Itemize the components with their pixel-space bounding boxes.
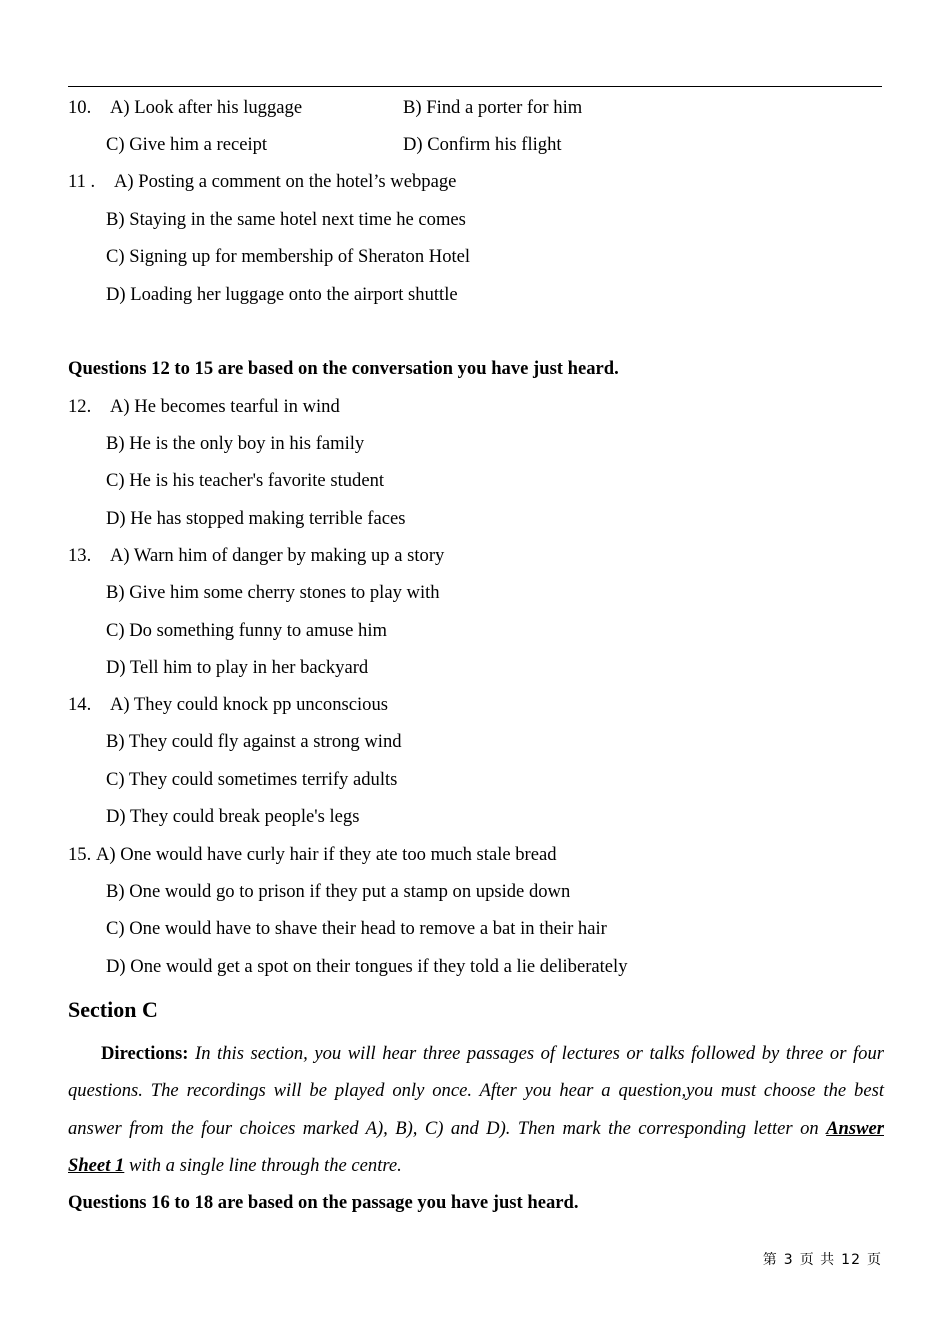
footer-total-pages: 12	[841, 1252, 861, 1268]
q10-option-c: C) Give him a receipt	[106, 134, 268, 155]
q15-option-a: A) One would have curly hair if they ate too much stale bread	[96, 844, 557, 865]
q15-option-b: B) One would go to prison if they put a stamp on upside down	[106, 881, 571, 902]
directions-line-1	[68, 1043, 884, 1065]
q14-number: 14.	[68, 694, 92, 715]
answer-sheet-link-part2: Sheet 1	[68, 1155, 125, 1176]
q14-option-b: B) They could fly against a strong wind	[106, 731, 402, 752]
directions-line-2: questions. The recordings will be played only once. After you hear a question,you must choose the best	[68, 1080, 884, 1101]
q13-option-a: A) Warn him of danger by making up a story	[110, 545, 445, 566]
q11-option-d: D) Loading her luggage onto the airport shuttle	[106, 284, 458, 305]
footer-prefix: 第	[762, 1252, 778, 1268]
q10-option-b: B) Find a porter for him	[403, 97, 583, 118]
directions-line-4	[68, 1155, 402, 1177]
footer-mid: 页 共	[799, 1252, 836, 1268]
directions-text-1: In this section, you will hear three passages of lectures or talks followed by three or four	[195, 1043, 884, 1064]
header-rule	[68, 86, 882, 87]
questions-12-15-heading: Questions 12 to 15 are based on the conversation you have just heard.	[68, 358, 619, 379]
q13-option-b: B) Give him some cherry stones to play with	[106, 582, 440, 603]
directions-line-3	[68, 1118, 884, 1140]
q12-option-b: B) He is the only boy in his family	[106, 433, 365, 454]
q10-option-d: D) Confirm his flight	[403, 134, 562, 155]
q11-option-c: C) Signing up for membership of Sheraton Hotel	[106, 246, 471, 267]
q10-number: 10.	[68, 97, 92, 118]
q10-option-a: A) Look after his luggage	[110, 97, 303, 118]
directions-text-4: with a single line through the centre.	[128, 1155, 402, 1176]
q15-number: 15.	[68, 844, 92, 865]
q15-option-d: D) One would get a spot on their tongues if they told a lie deliberately	[106, 956, 628, 977]
q13-number: 13.	[68, 545, 92, 566]
directions-label: Directions:	[101, 1043, 189, 1064]
footer-page-number: 3	[783, 1252, 794, 1268]
q11-number: 11 .	[68, 171, 96, 192]
q11-option-b: B) Staying in the same hotel next time he comes	[106, 209, 466, 230]
answer-sheet-link-part1: Answer	[826, 1118, 884, 1139]
q12-option-d: D) He has stopped making terrible faces	[106, 508, 406, 529]
footer-suffix: 页	[867, 1252, 882, 1268]
q15-option-c: C) One would have to shave their head to remove a bat in their hair	[106, 918, 607, 939]
q13-option-d: D) Tell him to play in her backyard	[106, 657, 369, 678]
q13-option-c: C) Do something funny to amuse him	[106, 620, 387, 641]
q12-option-a: A) He becomes tearful in wind	[110, 396, 340, 417]
q11-option-a: A) Posting a comment on the hotel’s webpage	[114, 171, 457, 192]
questions-16-18-heading: Questions 16 to 18 are based on the passage you have just heard.	[68, 1192, 579, 1213]
q14-option-d: D) They could break people's legs	[106, 806, 360, 827]
section-c-title: Section C	[68, 997, 158, 1022]
q14-option-c: C) They could sometimes terrify adults	[106, 769, 398, 790]
q14-option-a: A) They could knock pp unconscious	[110, 694, 388, 715]
directions-text-3: answer from the four choices marked A), B), C) and D). Then mark the corresponding letter on	[68, 1118, 819, 1139]
q12-option-c: C) He is his teacher's favorite student	[106, 470, 385, 491]
page-footer	[763, 1249, 882, 1269]
q12-number: 12.	[68, 396, 92, 417]
